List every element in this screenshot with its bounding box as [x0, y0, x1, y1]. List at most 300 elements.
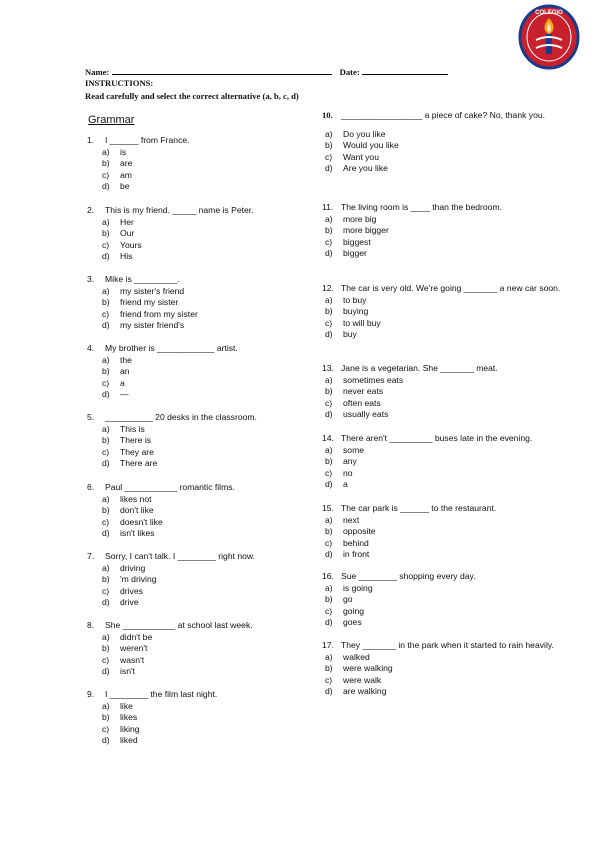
- options-list: [102, 355, 297, 401]
- option-letter: a): [102, 631, 110, 642]
- option-b[interactable]: [325, 225, 572, 237]
- option-letter: a): [102, 700, 110, 711]
- option-letter: b): [325, 140, 333, 150]
- option-text: is going: [343, 582, 373, 593]
- option-d[interactable]: [102, 666, 297, 678]
- question-text: My brother is ____________ artist.: [105, 343, 238, 353]
- options-list: [325, 295, 572, 341]
- option-letter: c): [325, 605, 333, 616]
- question-number: 5.: [87, 412, 95, 422]
- option-b[interactable]: [102, 297, 297, 309]
- question-text: Jane is a vegetarian. She _______ meat.: [341, 363, 498, 373]
- option-letter: d): [102, 735, 110, 745]
- question-text: Mike is _________.: [105, 274, 180, 284]
- option-d[interactable]: [325, 163, 572, 175]
- option-a[interactable]: [102, 355, 297, 367]
- option-a[interactable]: [325, 445, 572, 457]
- instructions-title: INSTRUCTIONS:: [85, 77, 154, 88]
- school-logo: [518, 4, 580, 70]
- option-text: are walking: [343, 686, 387, 696]
- option-letter: c): [325, 397, 333, 408]
- option-letter: d): [325, 329, 333, 339]
- question-text: The car park is ______ to the restaurant.: [341, 503, 497, 513]
- option-c[interactable]: [102, 378, 297, 390]
- option-b[interactable]: [102, 435, 297, 447]
- question-12: [322, 283, 572, 341]
- option-letter: c): [102, 585, 110, 596]
- option-letter: c): [102, 239, 110, 250]
- option-text: Would you like: [343, 140, 399, 150]
- option-letter: d): [325, 409, 333, 419]
- option-letter: d): [325, 549, 333, 559]
- option-b[interactable]: [325, 456, 572, 468]
- option-letter: d): [102, 666, 110, 676]
- option-text: buy: [343, 329, 357, 339]
- question-stem: [87, 689, 297, 701]
- option-text: Want you: [343, 151, 379, 162]
- options-list: [325, 129, 572, 175]
- option-text: bigger: [343, 248, 367, 258]
- option-b[interactable]: [102, 712, 297, 724]
- option-text: They are: [120, 446, 154, 457]
- question-text: The living room is ____ than the bedroom.: [341, 202, 502, 212]
- option-text: some: [343, 444, 365, 455]
- option-b[interactable]: [102, 158, 297, 170]
- option-d[interactable]: [102, 320, 297, 332]
- question-stem: [322, 110, 572, 122]
- option-text: 'm driving: [120, 574, 157, 584]
- option-letter: b): [102, 435, 110, 445]
- question-text: She ___________ at school last week.: [105, 620, 253, 630]
- option-letter: c): [102, 654, 110, 665]
- option-b[interactable]: [325, 306, 572, 318]
- option-a[interactable]: [102, 494, 297, 506]
- option-d[interactable]: [102, 528, 297, 540]
- question-7: [87, 551, 297, 609]
- date-label: Date:: [339, 67, 360, 77]
- option-text: be: [120, 181, 130, 191]
- option-letter: c): [102, 723, 110, 734]
- question-16: [322, 571, 572, 629]
- option-c[interactable]: [325, 398, 572, 410]
- option-c[interactable]: [325, 606, 572, 618]
- option-letter: b): [325, 306, 333, 316]
- option-text: There is: [120, 435, 152, 445]
- option-letter: b): [102, 712, 110, 722]
- option-letter: b): [102, 574, 110, 584]
- option-text: His: [120, 251, 133, 261]
- option-text: more big: [343, 213, 377, 224]
- options-list: [325, 515, 572, 561]
- option-text: didn't be: [120, 631, 153, 642]
- option-text: doesn't like: [120, 516, 163, 527]
- option-a[interactable]: [325, 129, 572, 141]
- option-c[interactable]: [102, 447, 297, 459]
- question-number: 7.: [87, 551, 95, 561]
- option-text: behind: [343, 537, 369, 548]
- option-letter: d): [325, 479, 333, 489]
- option-letter: b): [102, 228, 110, 238]
- question-10: [322, 110, 572, 175]
- option-d[interactable]: [325, 329, 572, 341]
- name-field[interactable]: [112, 66, 332, 75]
- option-letter: a): [102, 216, 110, 227]
- question-stem: [322, 503, 572, 515]
- option-text: a: [120, 377, 125, 388]
- question-stem: [87, 620, 297, 632]
- option-letter: b): [102, 158, 110, 168]
- option-text: buying: [343, 306, 369, 316]
- option-c[interactable]: [102, 724, 297, 736]
- option-b[interactable]: [325, 140, 572, 152]
- option-text: wasn't: [120, 654, 145, 665]
- option-letter: a): [325, 213, 333, 224]
- option-text: an: [120, 366, 130, 376]
- question-number: 12.: [322, 283, 334, 293]
- option-b[interactable]: [102, 574, 297, 586]
- question-text: Sue ________ shopping every day.: [341, 571, 476, 581]
- question-14: [322, 433, 572, 491]
- question-text: The car is very old. We're going _______ a new car soon.: [341, 283, 561, 293]
- option-c[interactable]: [325, 318, 572, 330]
- question-text: This is my friend. _____ name is Peter.: [105, 205, 254, 215]
- question-3: [87, 274, 297, 332]
- option-letter: d): [102, 181, 110, 191]
- question-stem: [322, 363, 572, 375]
- question-number: 10.: [322, 110, 333, 120]
- option-b[interactable]: [102, 643, 297, 655]
- option-a[interactable]: [325, 375, 572, 387]
- question-stem: [322, 433, 572, 445]
- option-text: Do you like: [343, 128, 386, 139]
- instructions-text: Read carefully and select the correct alternative (a, b, c, d): [85, 91, 299, 101]
- question-8: [87, 620, 297, 678]
- question-text: There aren't _________ buses late in the evening.: [341, 433, 533, 443]
- option-c[interactable]: [102, 586, 297, 598]
- question-stem: [87, 274, 297, 286]
- option-c[interactable]: [325, 538, 572, 550]
- question-17: [322, 640, 572, 698]
- question-stem: [322, 571, 572, 583]
- option-text: weren't: [120, 643, 148, 653]
- option-d[interactable]: [325, 617, 572, 629]
- option-text: There are: [120, 458, 158, 468]
- option-letter: a): [325, 128, 333, 139]
- options-list: [325, 214, 572, 260]
- question-number: 16.: [322, 571, 334, 581]
- option-b[interactable]: [325, 386, 572, 398]
- question-2: [87, 205, 297, 263]
- options-list: [102, 147, 297, 193]
- option-b[interactable]: [325, 594, 572, 606]
- option-text: my sister friend's: [120, 320, 185, 330]
- option-letter: d): [102, 251, 110, 261]
- option-text: This is: [120, 423, 145, 434]
- option-letter: a): [325, 444, 333, 455]
- options-list: [325, 652, 572, 698]
- option-text: usually eats: [343, 409, 389, 419]
- question-13: [322, 363, 572, 421]
- option-c[interactable]: [102, 309, 297, 321]
- option-letter: b): [325, 456, 333, 466]
- option-a[interactable]: [102, 147, 297, 159]
- question-15: [322, 503, 572, 561]
- question-stem: [87, 343, 297, 355]
- question-text: I ________ the film last night.: [105, 689, 218, 699]
- option-letter: d): [102, 597, 110, 607]
- question-11: [322, 202, 572, 260]
- option-text: likes: [120, 712, 138, 722]
- option-letter: a): [102, 285, 110, 296]
- option-a[interactable]: [325, 295, 572, 307]
- option-letter: a): [102, 423, 110, 434]
- option-text: liking: [120, 723, 140, 734]
- option-letter: c): [102, 308, 110, 319]
- option-text: often eats: [343, 397, 381, 408]
- option-text: isn't likes: [120, 528, 155, 538]
- question-text: Sorry, I can't talk. I ________ right now.: [105, 551, 256, 561]
- option-letter: c): [102, 377, 110, 388]
- question-text: They _______ in the park when it started to rain heavily.: [341, 640, 554, 650]
- option-text: are: [120, 158, 133, 168]
- option-d[interactable]: [102, 735, 297, 747]
- question-9: [87, 689, 297, 747]
- option-letter: b): [325, 225, 333, 235]
- option-c[interactable]: [325, 468, 572, 480]
- option-text: Our: [120, 228, 135, 238]
- option-text: walked: [343, 651, 370, 662]
- options-list: [102, 494, 297, 540]
- option-letter: a): [102, 354, 110, 365]
- question-5: [87, 412, 297, 470]
- option-a[interactable]: [325, 583, 572, 595]
- name-label: Name:: [85, 67, 110, 77]
- option-d[interactable]: [102, 389, 297, 401]
- question-stem: [87, 205, 297, 217]
- options-list: [325, 445, 572, 491]
- name-date-line: [85, 66, 505, 78]
- question-number: 15.: [322, 503, 334, 513]
- question-stem: [87, 551, 297, 563]
- option-text: friend my sister: [120, 297, 179, 307]
- option-d[interactable]: [102, 181, 297, 193]
- option-c[interactable]: [325, 237, 572, 249]
- option-text: the: [120, 354, 132, 365]
- option-text: isn't: [120, 666, 136, 676]
- option-text: opposite: [343, 526, 376, 536]
- question-number: 6.: [87, 482, 95, 492]
- question-stem: [87, 412, 297, 424]
- question-number: 14.: [322, 433, 334, 443]
- question-4: [87, 343, 297, 401]
- option-text: in front: [343, 549, 370, 559]
- option-c[interactable]: [102, 240, 297, 252]
- option-text: to buy: [343, 294, 367, 305]
- option-a[interactable]: [102, 217, 297, 229]
- option-letter: a): [325, 651, 333, 662]
- option-letter: c): [325, 317, 333, 328]
- option-letter: c): [325, 467, 333, 478]
- option-letter: a): [102, 562, 110, 573]
- option-text: my sister's friend: [120, 285, 185, 296]
- option-a[interactable]: [102, 632, 297, 644]
- option-text: liked: [120, 735, 138, 745]
- question-text: Paul ___________ romantic films.: [105, 482, 235, 492]
- option-a[interactable]: [102, 701, 297, 713]
- option-text: —: [120, 389, 129, 399]
- option-letter: c): [102, 169, 110, 180]
- option-letter: b): [102, 297, 110, 307]
- option-b[interactable]: [102, 228, 297, 240]
- option-letter: d): [102, 320, 110, 330]
- question-text: I ______ from France.: [105, 135, 190, 145]
- question-number: 4.: [87, 343, 95, 353]
- option-c[interactable]: [325, 675, 572, 687]
- question-text: _________________ a piece of cake? No, thank you.: [341, 110, 546, 120]
- option-text: going: [343, 605, 365, 616]
- option-a[interactable]: [325, 214, 572, 226]
- question-stem: [322, 202, 572, 214]
- option-text: biggest: [343, 236, 371, 247]
- option-text: sometimes eats: [343, 374, 404, 385]
- option-text: Yours: [120, 239, 142, 250]
- option-a[interactable]: [102, 424, 297, 436]
- option-text: goes: [343, 617, 362, 627]
- option-d[interactable]: [325, 686, 572, 698]
- question-6: [87, 482, 297, 540]
- option-letter: a): [325, 294, 333, 305]
- question-stem: [322, 640, 572, 652]
- option-b[interactable]: [102, 505, 297, 517]
- option-text: drives: [120, 585, 143, 596]
- option-text: any: [343, 456, 357, 466]
- option-letter: d): [325, 686, 333, 696]
- options-list: [102, 424, 297, 470]
- option-text: Are you like: [343, 163, 388, 173]
- option-letter: b): [102, 643, 110, 653]
- question-number: 13.: [322, 363, 334, 373]
- option-b[interactable]: [102, 366, 297, 378]
- options-list: [102, 632, 297, 678]
- question-number: 9.: [87, 689, 95, 699]
- option-text: driving: [120, 562, 146, 573]
- option-letter: d): [102, 458, 110, 468]
- option-letter: c): [325, 537, 333, 548]
- option-text: am: [120, 169, 132, 180]
- option-letter: a): [102, 493, 110, 504]
- option-d[interactable]: [102, 251, 297, 263]
- option-c[interactable]: [102, 170, 297, 182]
- option-text: never eats: [343, 386, 384, 396]
- option-c[interactable]: [102, 517, 297, 529]
- option-text: a: [343, 479, 348, 489]
- option-d[interactable]: [325, 479, 572, 491]
- question-number: 1.: [87, 135, 95, 145]
- option-text: Her: [120, 216, 134, 227]
- header: [85, 66, 505, 102]
- option-letter: b): [325, 526, 333, 536]
- option-letter: a): [102, 146, 110, 157]
- question-number: 11.: [322, 202, 334, 212]
- question-1: [87, 135, 297, 193]
- option-letter: c): [102, 516, 110, 527]
- date-field[interactable]: [362, 66, 448, 75]
- options-list: [102, 286, 297, 332]
- option-letter: b): [102, 505, 110, 515]
- question-stem: [87, 482, 297, 494]
- option-letter: a): [325, 374, 333, 385]
- option-a[interactable]: [102, 563, 297, 575]
- option-letter: c): [325, 236, 333, 247]
- question-number: 8.: [87, 620, 95, 630]
- option-d[interactable]: [325, 409, 572, 421]
- option-letter: d): [102, 389, 110, 399]
- option-d[interactable]: [325, 549, 572, 561]
- option-d[interactable]: [325, 248, 572, 260]
- option-letter: c): [102, 446, 110, 457]
- options-list: [325, 583, 572, 629]
- option-letter: c): [325, 151, 333, 162]
- option-letter: d): [325, 163, 333, 173]
- option-a[interactable]: [325, 652, 572, 664]
- option-letter: d): [325, 248, 333, 258]
- option-a[interactable]: [102, 286, 297, 298]
- option-letter: d): [102, 528, 110, 538]
- option-text: to will buy: [343, 317, 381, 328]
- option-text: were walk: [343, 674, 382, 685]
- option-text: were walking: [343, 663, 393, 673]
- option-letter: b): [325, 386, 333, 396]
- question-stem: [322, 283, 572, 295]
- question-text: __________ 20 desks in the classroom.: [105, 412, 257, 422]
- options-list: [102, 563, 297, 609]
- question-stem: [87, 135, 297, 147]
- section-title: Grammar: [88, 114, 135, 126]
- option-letter: b): [102, 366, 110, 376]
- option-text: friend from my sister: [120, 308, 198, 319]
- options-list: [102, 217, 297, 263]
- option-letter: b): [325, 663, 333, 673]
- options-list: [102, 701, 297, 747]
- question-number: 3.: [87, 274, 95, 284]
- option-d[interactable]: [102, 597, 297, 609]
- logo-top-text: COLEGIO: [535, 10, 563, 16]
- question-number: 2.: [87, 205, 95, 215]
- option-text: go: [343, 594, 353, 604]
- option-letter: a): [325, 514, 333, 525]
- option-letter: a): [325, 582, 333, 593]
- option-a[interactable]: [325, 515, 572, 527]
- question-number: 17.: [322, 640, 334, 650]
- option-text: next: [343, 514, 360, 525]
- option-d[interactable]: [102, 458, 297, 470]
- option-letter: b): [325, 594, 333, 604]
- option-c[interactable]: [102, 655, 297, 667]
- option-text: like: [120, 700, 133, 711]
- option-b[interactable]: [325, 663, 572, 675]
- option-b[interactable]: [325, 526, 572, 538]
- option-c[interactable]: [325, 152, 572, 164]
- options-list: [325, 375, 572, 421]
- option-text: likes not: [120, 493, 152, 504]
- option-text: don't like: [120, 505, 154, 515]
- option-text: is: [120, 146, 127, 157]
- option-letter: c): [325, 674, 333, 685]
- option-text: more bigger: [343, 225, 389, 235]
- option-text: drive: [120, 597, 139, 607]
- option-text: no: [343, 467, 353, 478]
- option-letter: d): [325, 617, 333, 627]
